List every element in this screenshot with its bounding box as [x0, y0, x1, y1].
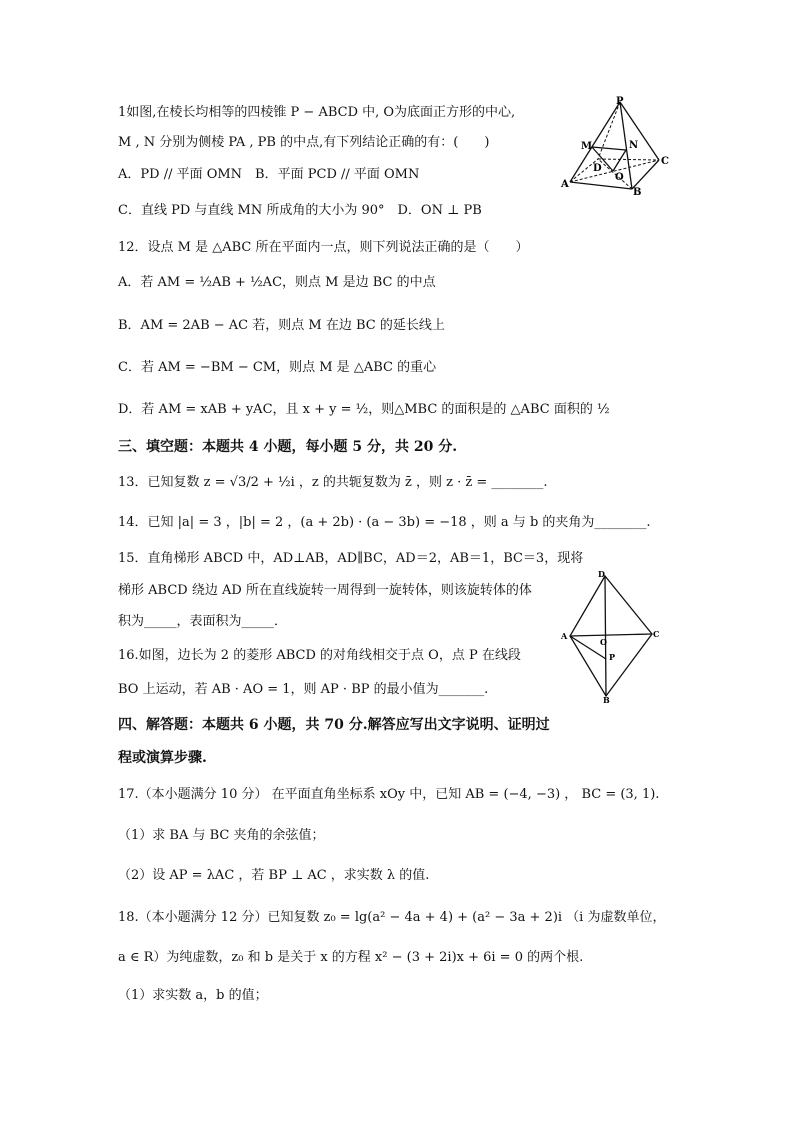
q12-option-d: D．若 AM = xAB + yAC，且 x + y = ½，则△MBC 的面积是的 △ABC 面积的 ½: [118, 402, 610, 417]
q15-line2: 梯形 ABCD 绕边 AD 所在直线旋转一周得到一旋转体，则该旋转体的体: [118, 583, 532, 598]
q11-options-ab: A．PD // 平面 OMN B．平面 PCD // 平面 OMN: [118, 167, 420, 182]
q12-option-c: C．若 AM = −BM − CM，则点 M 是 △ABC 的重心: [118, 360, 437, 375]
fig-label-b: B: [603, 695, 610, 704]
fig-label-n: N: [629, 140, 639, 151]
fig-label-o: O: [615, 172, 624, 183]
fig-label-m: M: [581, 141, 593, 152]
fig-label-a: A: [561, 631, 568, 641]
q15-line1: 15．直角梯形 ABCD 中，AD⊥AB，AD∥BC，AD＝2，AB＝1，BC＝3，现将: [118, 551, 584, 566]
q18-line1: 18.（本小题满分 12 分）已知复数 z₀ = lg(a² − 4a + 4) + (a² − 3a + 2)i （i 为虚数单位，: [118, 910, 666, 925]
pyramid-figure: [558, 96, 672, 196]
q14-text: 14．已知 |a| = 3 ，|b| = 2 ，(a + 2b) · (a − 3b) = −18 ，则 a 与 b 的夹角为________.: [118, 515, 651, 530]
fig-label-p: P: [616, 96, 624, 107]
section-4-heading-line2: 程或演算步骤.: [118, 750, 207, 766]
fig-label-a: A: [561, 179, 569, 190]
q18-part1: （1）求实数 a，b 的值；: [118, 988, 268, 1003]
q11-options-cd: C．直线 PD 与直线 MN 所成角的大小为 90° D．ON ⊥ PB: [118, 203, 482, 218]
q11-line1: 1如图,在棱长均相等的四棱锥 P − ABCD 中, O为底面正方形的中心,: [118, 105, 516, 120]
fig-label-c: C: [653, 629, 660, 639]
section-4-heading-line1: 四、解答题：本题共 6 小题，共 70 分.解答应写出文字说明、证明过: [118, 717, 550, 733]
q18-line2: a ∈ R）为纯虚数，z₀ 和 b 是关于 x 的方程 x² − (3 + 2i)x + 6i = 0 的两个根.: [118, 950, 584, 965]
fig-label-c: C: [661, 156, 669, 167]
q13-text: 13．已知复数 z = √3/2 + ½i ，z 的共轭复数为 z̄ ，则 z · z̄ = ________.: [118, 475, 548, 490]
q15-line3: 积为_____，表面积为_____．: [118, 614, 288, 629]
q12-option-b: B．AM = 2AB − AC 若，则点 M 在边 BC 的延长线上: [118, 318, 445, 333]
q16-line2: BO 上运动，若 AB · AO = 1，则 AP · BP 的最小值为_______.: [118, 682, 489, 697]
q12-option-a: A．若 AM = ½AB + ½AC，则点 M 是边 BC 的中点: [118, 275, 436, 290]
q17-part2: （2）设 AP = λAC ，若 BP ⊥ AC ，求实数 λ 的值.: [118, 868, 430, 883]
q16-line1: 16.如图，边长为 2 的菱形 ABCD 的对角线相交于点 O，点 P 在线段: [118, 648, 521, 663]
fig-label-o: O: [600, 637, 607, 647]
q17-part1: （1）求 BA 与 BC 夹角的余弦值；: [118, 828, 325, 843]
section-3-heading: 三、填空题：本题共 4 小题，每小题 5 分，共 20 分.: [118, 439, 458, 455]
fig-label-p: P: [609, 652, 616, 662]
q12-stem: 12．设点 M 是 △ABC 所在平面内一点，则下列说法正确的是（ ）: [118, 240, 529, 255]
q17-stem: 17.（本小题满分 10 分） 在平面直角坐标系 xOy 中，已知 AB = (−4, −3) ， BC = (3, 1).: [118, 787, 660, 802]
fig-label-d: D: [598, 569, 605, 579]
rhombus-figure: [560, 566, 666, 704]
fig-label-d: D: [593, 163, 602, 174]
fig-label-b: B: [633, 187, 642, 196]
q11-line2: M , N 分别为侧棱 PA , PB 的中点,有下列结论正确的有：( ): [118, 135, 490, 150]
